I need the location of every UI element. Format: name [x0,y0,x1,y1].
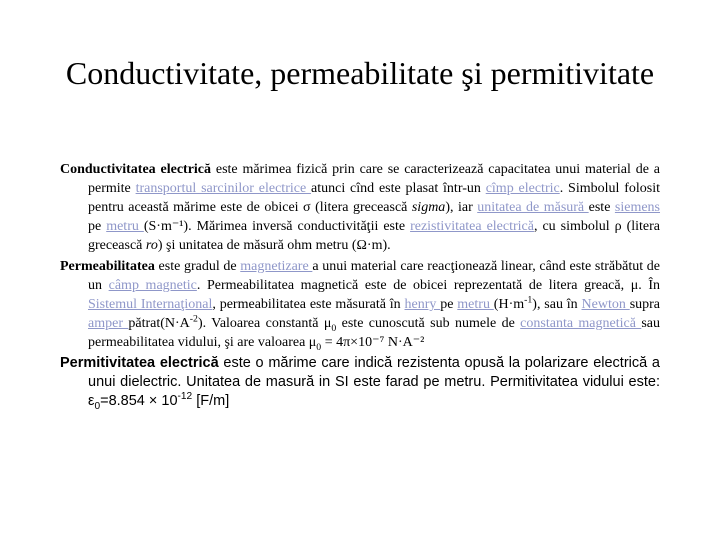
text: este gradul de [154,259,241,274]
text: . Simbolul folosit pentru această mărime este de obicei σ (litera grecească [88,181,660,215]
term-conductivity: Conductivitatea electrică [60,162,212,177]
superscript: -1 [524,294,533,306]
text: pătrat(N·A [128,316,190,331]
text: este [588,200,615,215]
link-unit-of-measure[interactable]: unitatea de măsură [477,200,589,215]
superscript: -2 [189,313,198,325]
subscript: 0 [331,322,337,334]
link-resistivity[interactable]: rezistivitatea electrică [410,219,534,234]
text: este o mărime care indică rezistenta opusă la polarizare electrică a unui dielectric. Unitatea de masură in SI este farad pe metru. Permitivitatea vidului este: ε [88,355,660,409]
text: atunci cînd este plasat într-un [311,181,486,196]
link-newton[interactable]: Newton [581,297,630,312]
link-magnetic-constant[interactable]: constanta magnetică [520,316,642,331]
term-permittivity: Permitivitatea electrică [60,355,219,371]
subscript: 0 [316,341,322,353]
link-ampere[interactable]: amper [88,316,129,331]
text: ) şi unitatea de măsură ohm metru (Ω·m). [157,238,391,253]
slide-title: Conductivitate, permeabilitate şi permitivitate [65,55,655,91]
link-charge-transport[interactable]: transportul sarcinilor electrice [135,181,311,196]
slide-body [60,160,660,413]
text: (S·m⁻¹). Mărimea inversă conductivităţii este [143,219,411,234]
text: este cunoscută sub numele de [336,316,521,331]
text: [F/m] [192,393,230,409]
link-siemens[interactable]: siemens [614,200,661,215]
text: (H·m [493,297,525,312]
link-magnetic-field[interactable]: câmp magnetic [108,278,197,293]
text-italic: ro [145,238,158,253]
term-permeability: Permeabilitatea [60,259,155,274]
text: = 4π×10⁻⁷ N·A⁻² [321,335,425,350]
link-magnetization[interactable]: magnetizare [240,259,313,274]
paragraph-conductivity [60,160,660,255]
text: supra [629,297,661,312]
text: este mărimea fizică prin care se caracterizează capacitatea unui material de a permite [88,162,660,196]
text-italic: sigma [411,200,446,215]
text: . Permeabilitatea magnetică este de obicei reprezentată de litera greacă, μ. În [196,278,660,293]
superscript: -12 [177,391,193,403]
paragraph-permittivity [60,354,660,411]
text: pe [440,297,458,312]
paragraph-permeability [60,257,660,352]
link-si-system[interactable]: Sistemul Internaţional [88,297,213,312]
link-metre-2[interactable]: metru [457,297,494,312]
text: , permeabilitatea este măsurată în [212,297,405,312]
text: ), sau în [532,297,582,312]
subscript: 0 [94,400,101,412]
text: a unui material care reacţionează linear, când este străbătut de un [88,259,660,293]
link-henry[interactable]: henry [404,297,441,312]
text: , cu simbolul ρ (litera grecească [88,219,661,253]
text: ), iar [445,200,478,215]
text: ). Valoarea constantă μ [197,316,332,331]
text: pe [88,219,107,234]
link-metre[interactable]: metru [106,219,144,234]
text: =8.854 × 10 [100,393,178,409]
link-electric-field[interactable]: cîmp electric [485,181,560,196]
text: sau permeabilitatea vidului, şi are valoarea μ [88,316,660,350]
